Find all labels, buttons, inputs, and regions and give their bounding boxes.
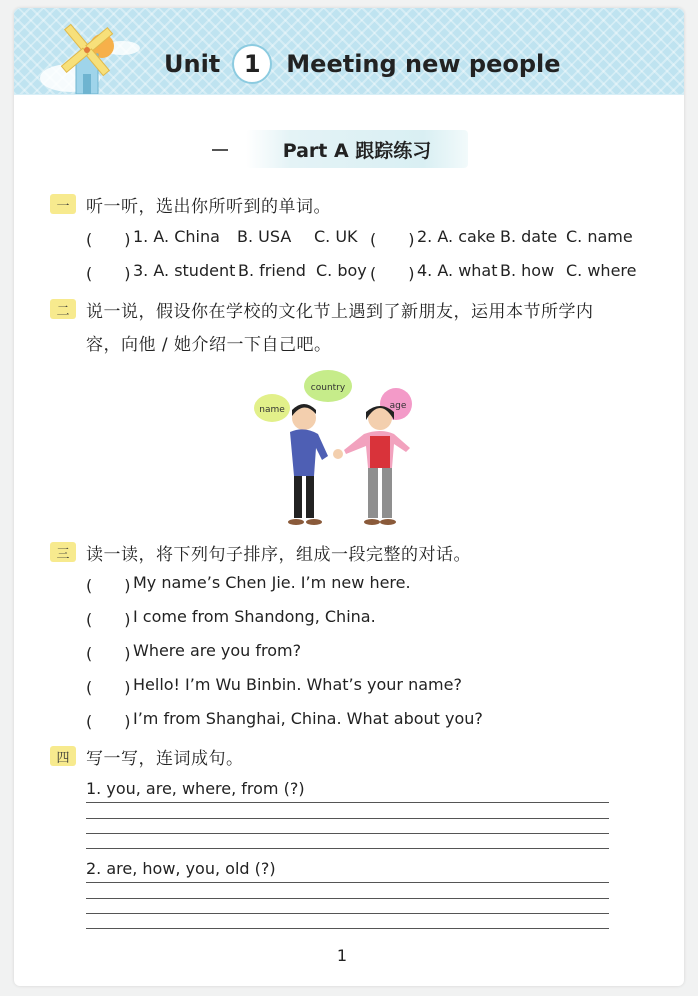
bubble-name-label: name xyxy=(259,405,285,415)
answer-blank[interactable]: ( ) xyxy=(86,576,131,595)
writing-line[interactable] xyxy=(86,848,609,849)
writing-line[interactable] xyxy=(86,818,609,819)
option-text: B. USA xyxy=(237,227,292,246)
section-badge-2: 二 xyxy=(50,299,76,319)
workbook-page xyxy=(14,8,684,986)
unit-title xyxy=(164,44,561,84)
unit-number-badge: 1 xyxy=(232,44,272,84)
page-number: 1 xyxy=(336,946,348,965)
option-text: B. how xyxy=(500,261,555,280)
writing-line[interactable] xyxy=(86,898,609,899)
dialogue-sentence: I’m from Shanghai, China. What about you? xyxy=(133,709,483,728)
option-text: C. where xyxy=(566,261,637,280)
answer-blank[interactable]: ( ) xyxy=(86,678,131,697)
option-text: C. boy xyxy=(316,261,367,280)
section-badge-1: 一 xyxy=(50,194,76,214)
bubble-age-label: age xyxy=(389,401,407,411)
word-order-question-2: 2. are, how, you, old (?) xyxy=(86,859,276,878)
option-text: C. UK xyxy=(314,227,358,246)
section-4-instruction: 写一写，连词成句。 xyxy=(86,749,244,769)
unit-word: Unit xyxy=(164,50,221,78)
option-text: B. date xyxy=(500,227,558,246)
writing-line[interactable] xyxy=(86,928,609,929)
windmill-icon xyxy=(32,20,142,94)
dialogue-sentence: Hello! I’m Wu Binbin. What’s your name? xyxy=(133,675,462,694)
section-3-instruction: 读一读，将下列句子排序，组成一段完整的对话。 xyxy=(86,545,471,565)
option-text: 2. A. cake xyxy=(417,227,496,246)
section-badge-3: 三 xyxy=(50,542,76,562)
writing-line[interactable] xyxy=(86,913,609,914)
answer-blank[interactable]: ( ) xyxy=(370,230,415,249)
two-children-shaking-hands-illustration xyxy=(234,356,434,536)
section-2-instruction-line-2: 容，向他 / 她介绍一下自己吧。 xyxy=(86,335,332,355)
option-text: 3. A. student xyxy=(133,261,236,280)
unit-banner xyxy=(14,8,684,95)
section-1-instruction: 听一听，选出你所听到的单词。 xyxy=(86,197,331,217)
answer-blank[interactable]: ( ) xyxy=(86,644,131,663)
answer-blank[interactable]: ( ) xyxy=(86,712,131,731)
answer-blank[interactable]: ( ) xyxy=(86,230,131,249)
dialogue-sentence: I come from Shandong, China. xyxy=(133,607,376,626)
option-text: 4. A. what xyxy=(417,261,498,280)
option-text: C. name xyxy=(566,227,633,246)
writing-line[interactable] xyxy=(86,802,609,803)
section-2-instruction-line-1: 说一说，假设你在学校的文化节上遇到了新朋友，运用本节所学内 xyxy=(86,302,594,322)
word-order-question-1: 1. you, are, where, from (?) xyxy=(86,779,305,798)
bubble-country-label: country xyxy=(310,383,346,393)
writing-line[interactable] xyxy=(86,882,609,883)
option-text: 1. A. China xyxy=(133,227,220,246)
answer-blank[interactable]: ( ) xyxy=(86,610,131,629)
dialogue-sentence: Where are you from? xyxy=(133,641,302,660)
part-heading-dash xyxy=(212,149,228,151)
writing-line[interactable] xyxy=(86,833,609,834)
option-text: B. friend xyxy=(238,261,306,280)
unit-title-text: Meeting new people xyxy=(286,50,561,78)
answer-blank[interactable]: ( ) xyxy=(86,264,131,283)
section-badge-4: 四 xyxy=(50,746,76,766)
part-heading: Part A 跟踪练习 xyxy=(246,130,468,168)
answer-blank[interactable]: ( ) xyxy=(370,264,415,283)
dialogue-sentence: My name’s Chen Jie. I’m new here. xyxy=(133,573,411,592)
